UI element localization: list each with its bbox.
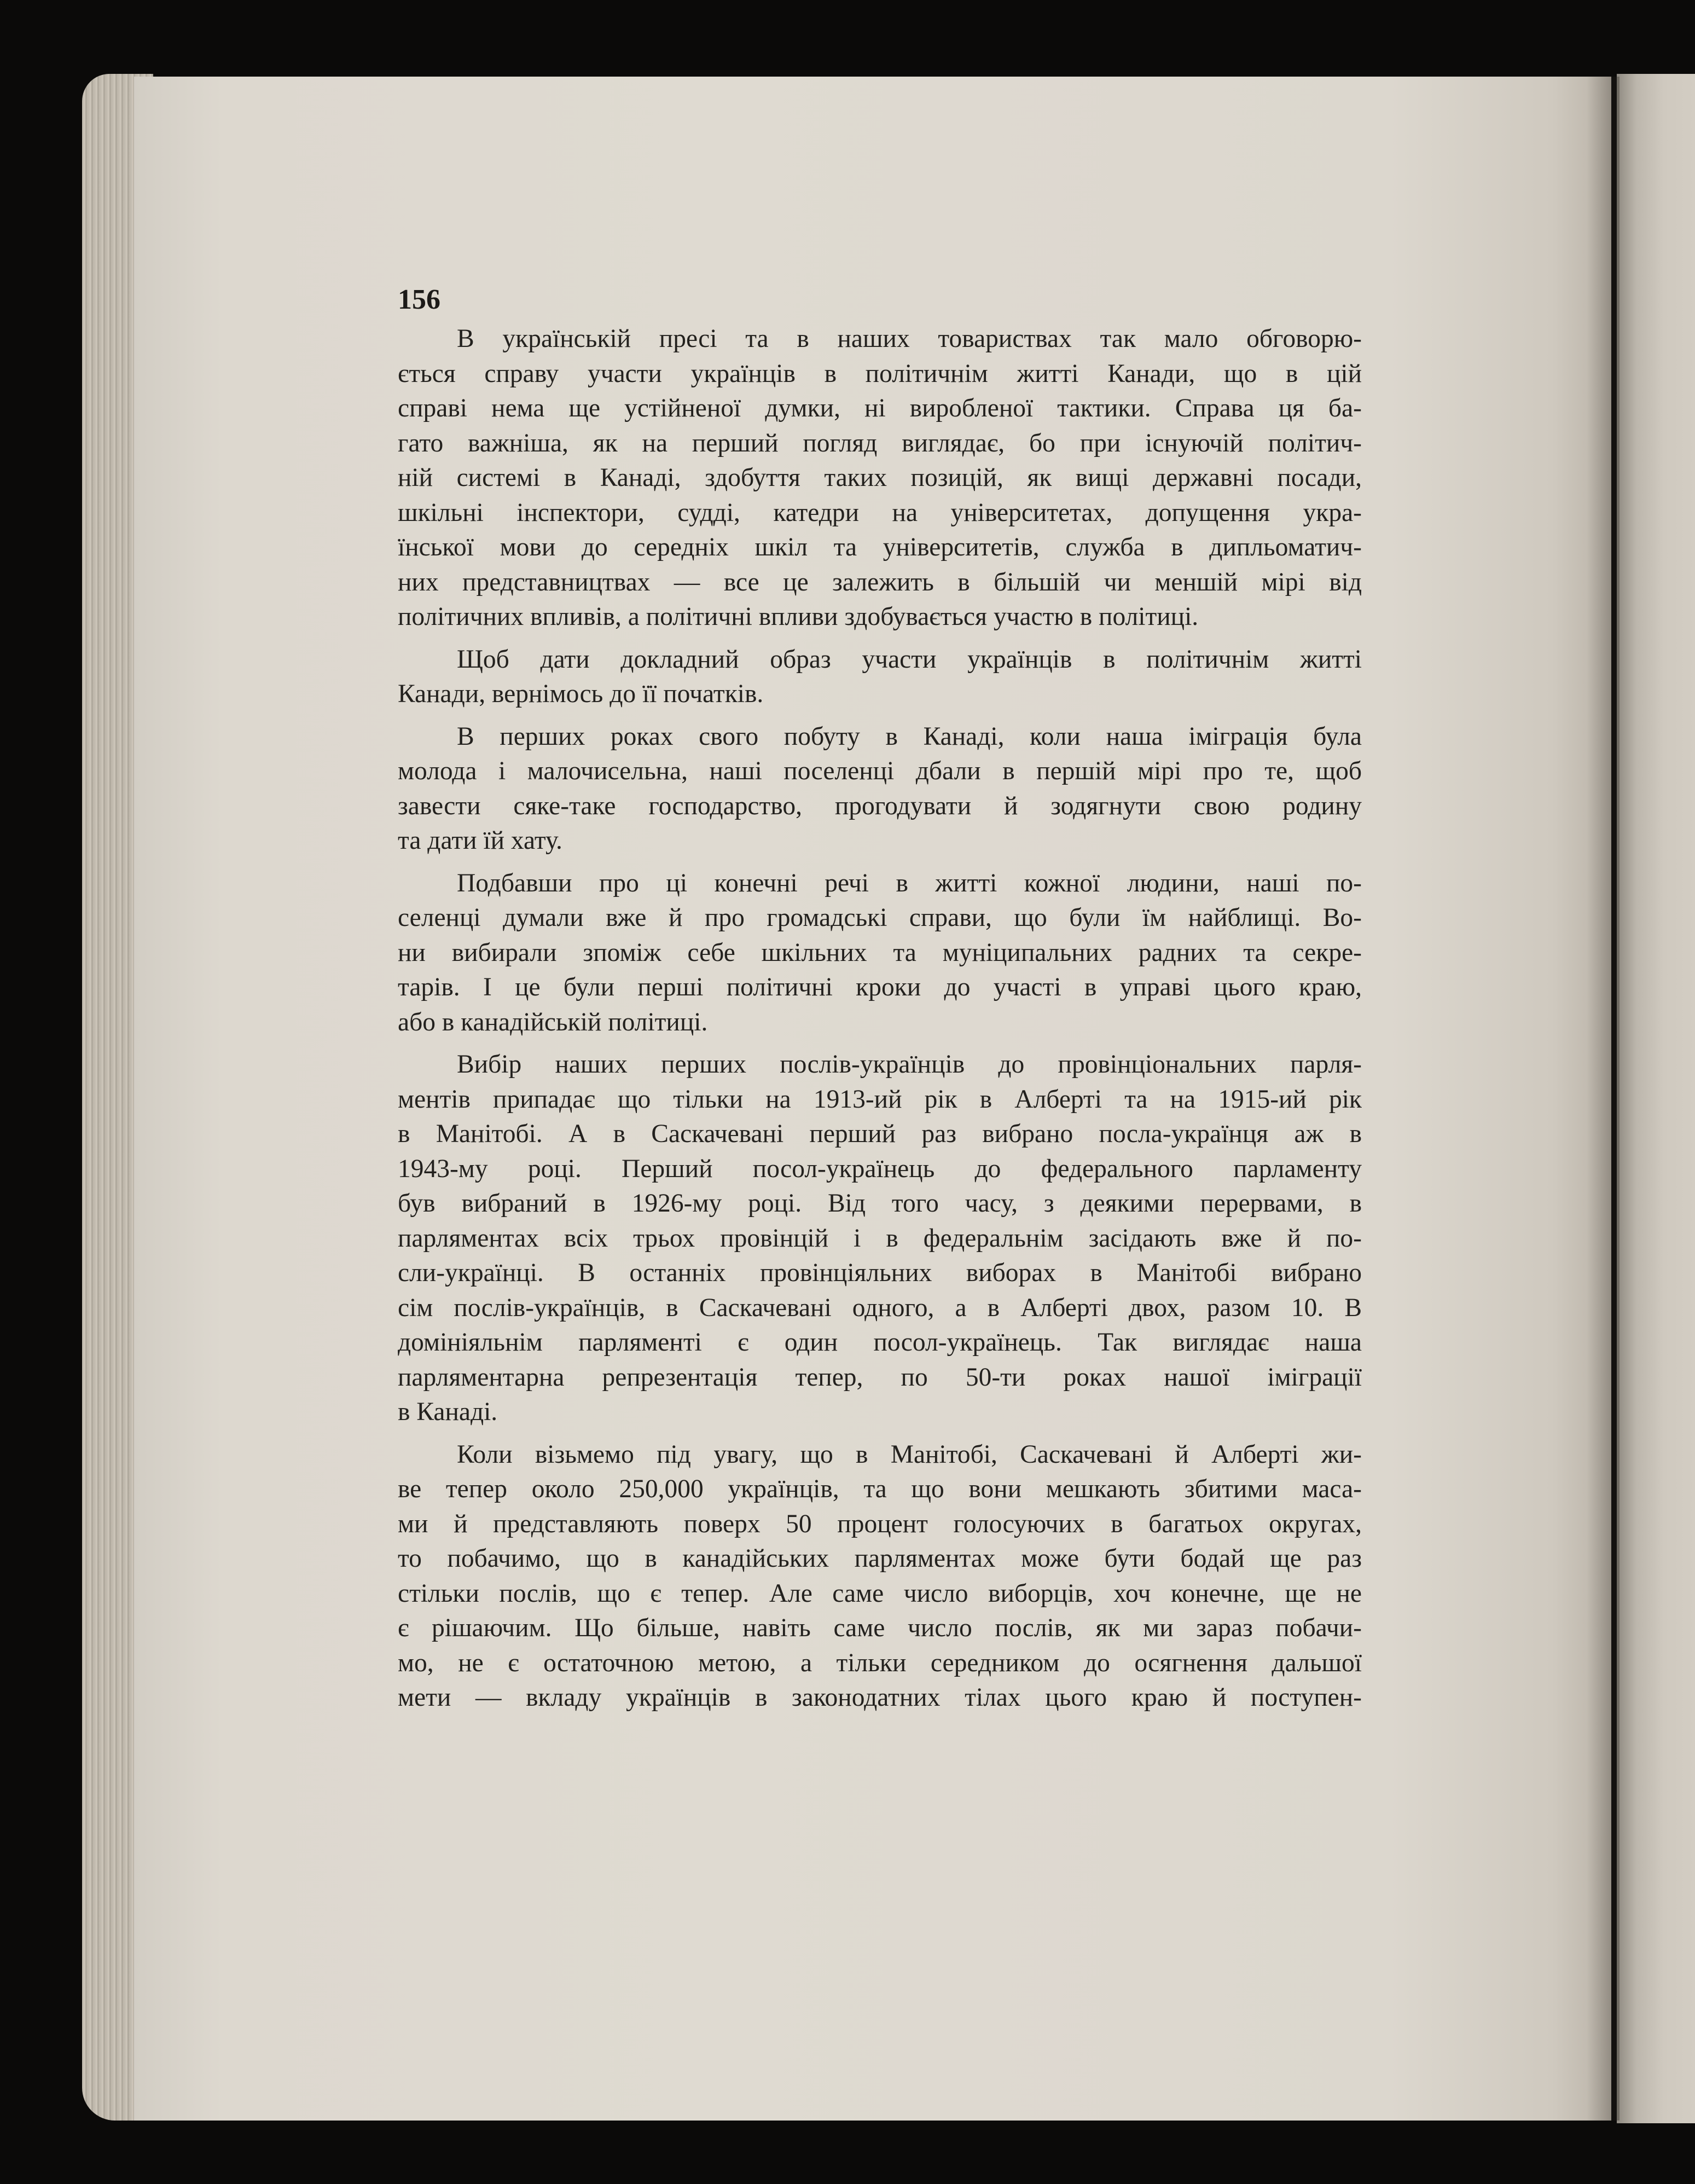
text-line: молода і малочисельна, наші поселенці дбали в першій мірі про те, щоб — [398, 757, 1362, 785]
text-line: стільки послів, що є тепер. Але саме число виборців, хоч конечне, ще не — [398, 1579, 1362, 1608]
text-line: домініяльнім парляменті є один посол-українець. Так виглядає наша — [398, 1328, 1362, 1357]
text-line: Канади, вернімось до її початків. — [398, 680, 764, 708]
text-line: є рішаючим. Що більше, навіть саме число послів, як ми зараз побачи- — [398, 1614, 1362, 1642]
text-line: то побачимо, що в канадійських парляментах може бути бодай ще раз — [398, 1544, 1362, 1573]
text-line: парляментах всіх трьох провінцій і в федеральнім засідають вже й по- — [398, 1224, 1362, 1253]
text-line: них представництвах — все це залежить в більшій чи меншій мірі від — [398, 567, 1362, 596]
text-line: ється справу участи українців в політичнім житті Канади, що в цій — [398, 359, 1362, 388]
text-line: та дати їй хату. — [398, 826, 562, 855]
paragraph — [398, 866, 1362, 1040]
text-line: справі нема ще устійненої думки, ні виробленої тактики. Справа ця ба- — [398, 394, 1362, 422]
body-text — [398, 322, 1362, 1723]
text-line: парляментарна репрезентація тепер, по 50-ти роках нашої іміграції — [398, 1363, 1362, 1392]
text-line: або в канадійській політиці. — [398, 1007, 708, 1036]
paragraph — [398, 642, 1362, 712]
text-line: В перших роках свого побуту в Канаді, коли наша іміграція була — [457, 722, 1362, 751]
text-line: Подбавши про ці конечні речі в житті кожної людини, наші по- — [457, 868, 1362, 897]
text-line: ве тепер около 250,000 українців, та що вони мешкають збитими маса- — [398, 1475, 1362, 1503]
text-line: селенці думали вже й про громадські справи, що були їм найблищі. Во- — [398, 903, 1362, 932]
text-line: ни вибирали зпоміж себе шкільних та муніципальних радних та секре- — [398, 938, 1362, 967]
facing-page-edge — [1617, 74, 1695, 2123]
text-line: в Манітобі. А в Саскачевані перший раз вибрано посла-українця аж в — [398, 1120, 1362, 1148]
text-line: Вибір наших перших послів-українців до провінціональних парля- — [457, 1050, 1362, 1079]
text-line: ній системі в Канаді, здобуття таких позицій, як вищі державні посади, — [398, 464, 1362, 492]
text-line: був вибраний в 1926-му році. Від того часу, з деякими перервами, в — [398, 1189, 1362, 1218]
paragraph — [398, 1438, 1362, 1716]
paragraph — [398, 1047, 1362, 1430]
text-line: політичних впливів, а політичні впливи здобувається участю в політиці. — [398, 603, 1199, 631]
text-line: 1943-му році. Перший посол-українець до федерального парламенту — [398, 1154, 1362, 1183]
text-line: мо, не є остаточною метою, а тільки середником до осягнення дальшої — [398, 1648, 1362, 1677]
gutter-shadow — [1587, 77, 1619, 2121]
text-line: в Канаді. — [398, 1398, 498, 1426]
text-line: сли-українці. В останніх провінціяльних виборах в Манітобі вибрано — [398, 1259, 1362, 1287]
text-line: тарів. І це були перші політичні кроки до участі в управі цього краю, — [398, 973, 1362, 1001]
text-line: гато важніша, як на перший погляд виглядає, бо при існуючій політич- — [398, 428, 1362, 457]
text-line: мети — вкладу українців в законодатних тілах цього краю й поступен- — [398, 1683, 1362, 1712]
text-line: Щоб дати докладний образ участи українців в політичнім житті — [457, 645, 1362, 674]
text-line: ментів припадає що тільки на 1913-ий рік в Алберті та на 1915-ий рік — [398, 1085, 1362, 1114]
text-line: ми й представляють поверх 50 процент голосуючих в багатьох округах, — [398, 1509, 1362, 1538]
text-line: завести сяке-таке господарство, прогодувати й зодягнути свою родину — [398, 791, 1362, 820]
text-line: сім послів-українців, в Саскачевані одного, а в Алберті двох, разом 10. В — [398, 1293, 1362, 1322]
text-line: Коли візьмемо під увагу, що в Манітобі, Саскачевані й Алберті жи- — [457, 1440, 1362, 1469]
text-line: В українській пресі та в наших товариствах так мало обговорю- — [457, 325, 1362, 353]
page-number: 156 — [398, 284, 440, 315]
text-line: шкільні інспектори, судді, катедри на університетах, допущення укра- — [398, 498, 1362, 527]
paragraph — [398, 720, 1362, 859]
paragraph — [398, 322, 1362, 635]
text-line: їнської мови до середніх шкіл та університетів, служба в дипльоматич- — [398, 533, 1362, 561]
